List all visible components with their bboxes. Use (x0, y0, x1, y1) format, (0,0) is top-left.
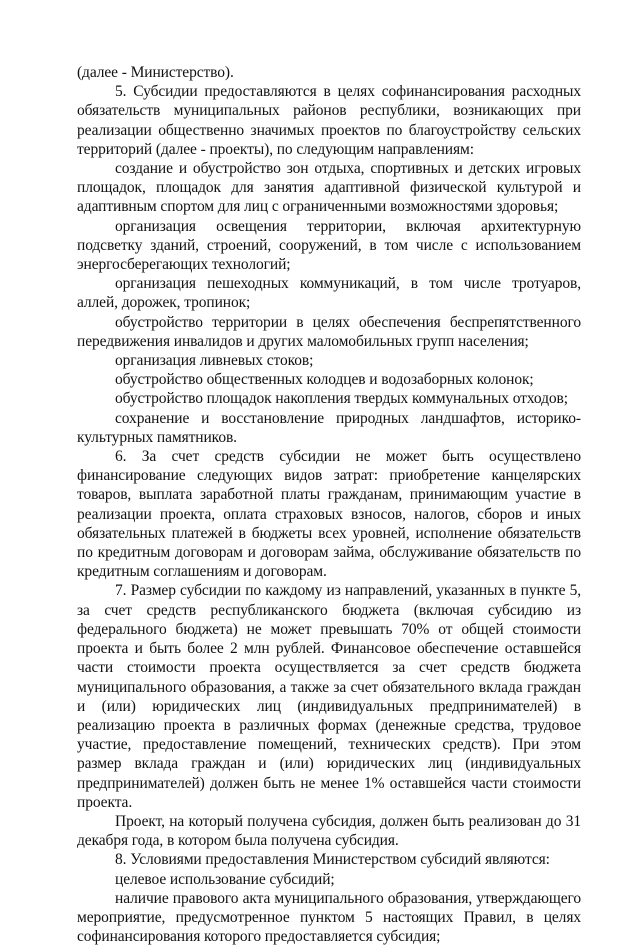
paragraph-condition-targeted: целевое использование субсидий; (115, 870, 335, 888)
paragraph-direction-playgrounds: создание и обустройство зон отдыха, спортивных и детских игровых площадок, площадок для занятия адаптивной физической культурой и адаптивным спортом для лиц с ограниченными возможностями здоровья; (77, 160, 581, 216)
paragraph-direction-pedestrian: организация пешеходных коммуникаций, в том числе тротуаров, аллей, дорожек, тропинок; (77, 275, 581, 312)
paragraph-condition-legal-act: наличие правового акта муниципального образования, утверждающего мероприятие, предусмотренное пунктом 5 настоящих Правил, в целях софинансирования которого предоставляется субсидия; (77, 889, 581, 946)
paragraph-direction-drainage: организация ливневых стоков; (115, 352, 314, 370)
paragraph-item-7: 7. Размер субсидии по каждому из направлений, указанных в пункте 5, за счет средств республиканского бюджета (включая субсидию из федерального бюджета) не может превышать 70% от общей стоимости проекта и быть более 2 млн рублей. Финансовое обеспечение оставшейся части стоимости проекта осуществляется за счет средств бюджета муниципального образования, а также за счет обязательного вклада граждан и (или) юридических лиц (индивидуальных предпринимателей) в реализацию проекта в различных формах (денежные средства, трудовое участие, предоставление помещений, технических средств). При этом размер вклада граждан и (или) юридических лиц (индивидуальных предпринимателей) должен быть не менее 1% оставшейся части стоимости проекта. (77, 582, 581, 811)
paragraph-deadline: Проект, на который получена субсидия, должен быть реализован до 31 декабря года, в котором была получена субсидия. (77, 812, 581, 850)
paragraph-direction-lighting: организация освещения территории, включая архитектурную подсветку зданий, строений, сооружений, в том числе с использованием энергосберегающих технологий; (77, 217, 581, 274)
paragraph-direction-accessibility: обустройство территории в целях обеспечения беспрепятственного передвижения инвалидов и других маломобильных групп населения; (77, 313, 581, 350)
paragraph-item-6: 6. За счет средств субсидии не может быть осуществлено финансирование следующих видов затрат: приобретение канцелярских товаров, выплата заработной платы гражданам, принимающим участие в реализации проекта, оплата страховых взносов, налогов, сборов и иных обязательных платежей в бюджеты всех уровней, исполнение обязательств по кредитным договорам и договорам займа, обслуживание обязательств по кредитным соглашениям и договорам. (77, 448, 581, 581)
paragraph-direction-landscapes: сохранение и восстановление природных ландшафтов, историко-культурных памятников. (77, 409, 581, 446)
paragraph-continuation: (далее - Министерство). (77, 64, 234, 81)
paragraph-direction-waste: обустройство площадок накопления твердых коммунальных отходов; (115, 390, 568, 408)
document-page (77, 63, 581, 946)
paragraph-item-8: 8. Условиями предоставления Министерством субсидий являются: (115, 851, 550, 869)
paragraph-item-5: 5. Субсидии предоставляются в целях софинансирования расходных обязательств муниципальных районов республики, возникающих при реализации общественно значимых проектов по благоустройству сельских территорий (далее - проекты), по следующим направлениям: (77, 83, 581, 158)
paragraph-direction-wells: обустройство общественных колодцев и водозаборных колонок; (115, 371, 534, 389)
